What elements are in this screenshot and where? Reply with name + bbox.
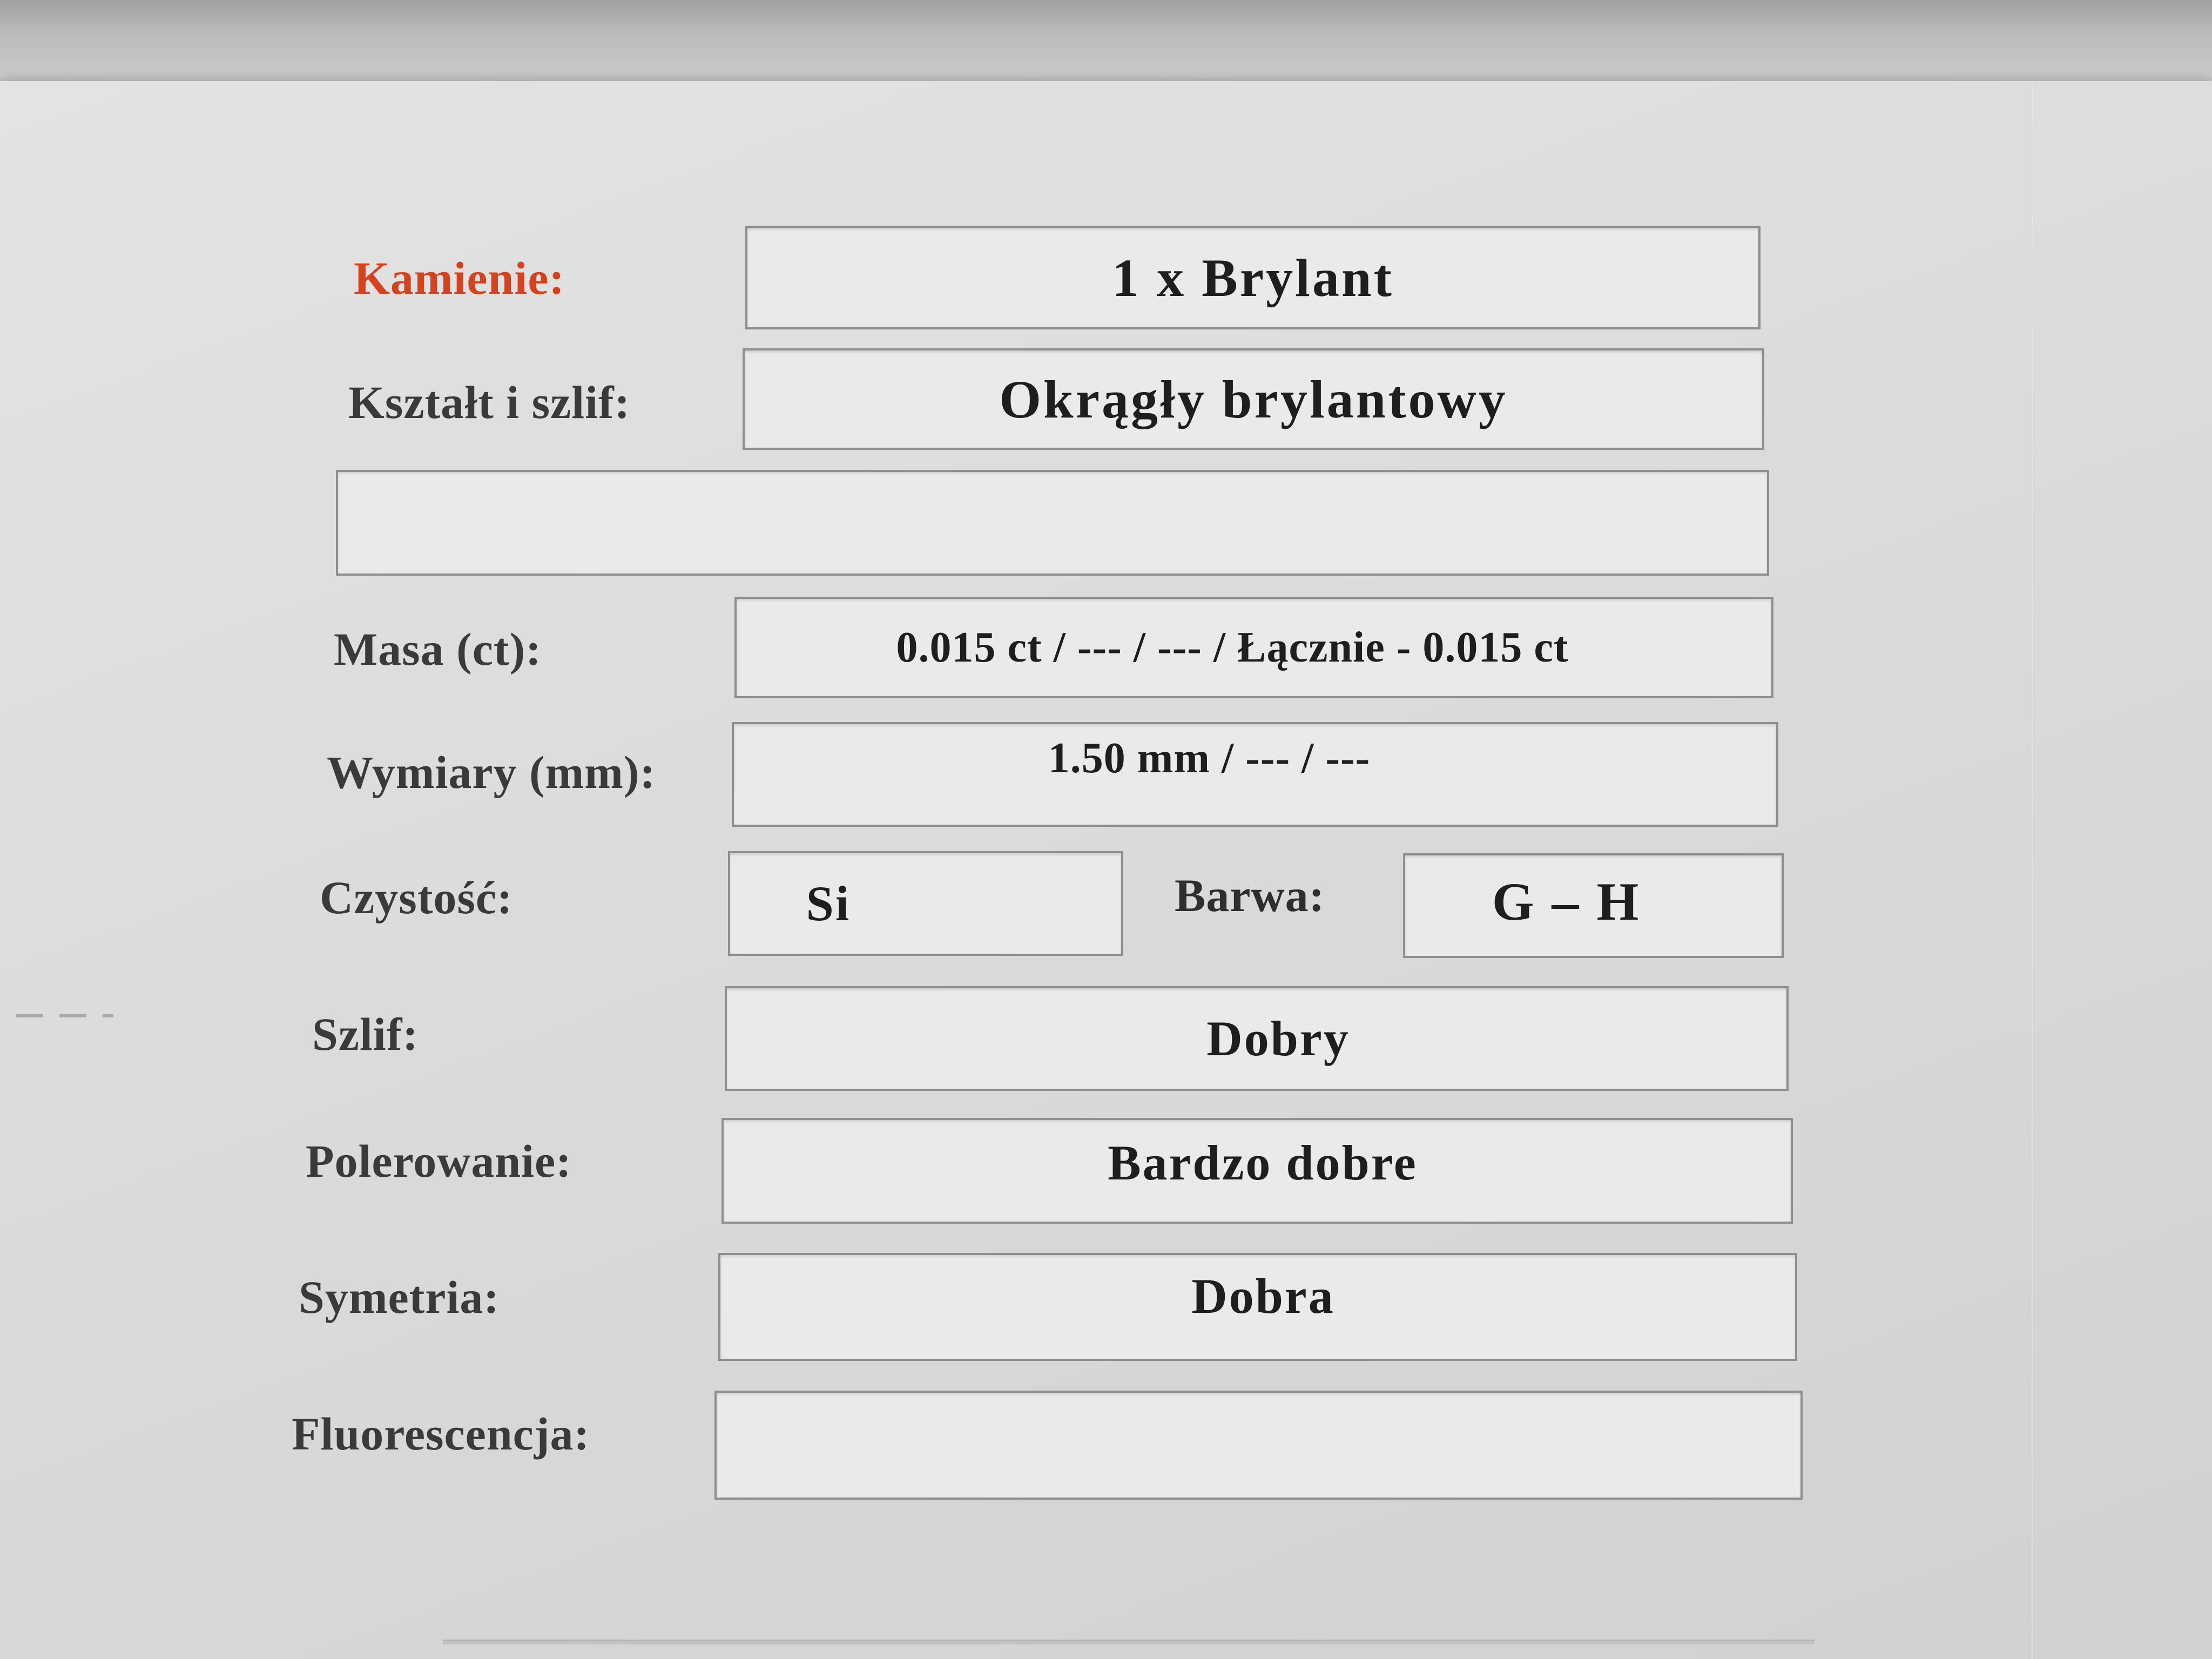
clarity-field xyxy=(728,851,1123,956)
shape-cut-label: Kształt i szlif: xyxy=(348,376,631,428)
symmetry-value: Dobra xyxy=(1191,1269,1335,1324)
mass-field xyxy=(734,597,1773,698)
clarity-value: Si xyxy=(806,876,851,931)
cut-field xyxy=(725,986,1789,1091)
page-fold xyxy=(2031,81,2034,1659)
symmetry-label: Symetria: xyxy=(299,1271,500,1323)
color-value: G – H xyxy=(1492,871,1641,932)
symmetry-field xyxy=(718,1253,1797,1361)
dimensions-value: 1.50 mm / --- / --- xyxy=(1048,734,1371,782)
margin-mark xyxy=(16,1014,113,1017)
clarity-label: Czystość: xyxy=(320,872,513,923)
polish-value: Bardzo dobre xyxy=(1108,1135,1418,1190)
shape-cut-value: Okrągły brylantowy xyxy=(999,369,1508,429)
dimensions-label: Wymiary (mm): xyxy=(327,746,656,798)
color-field xyxy=(1403,853,1784,958)
cut-label: Szlif: xyxy=(312,1008,419,1060)
blank-field xyxy=(336,470,1769,576)
fluorescence-field xyxy=(714,1391,1803,1500)
cut-value: Dobry xyxy=(1206,1011,1350,1066)
mass-value: 0.015 ct / --- / --- / Łącznie - 0.015 ct xyxy=(896,623,1569,671)
polish-field xyxy=(721,1118,1793,1224)
mass-label: Masa (ct): xyxy=(334,623,542,675)
shape-cut-field xyxy=(743,348,1764,450)
color-label: Barwa: xyxy=(1175,869,1325,921)
fluorescence-label: Fluorescencja: xyxy=(292,1408,590,1460)
stones-field xyxy=(745,226,1761,329)
stones-label: Kamienie: xyxy=(354,252,565,304)
stones-value: 1 x Brylant xyxy=(1112,247,1394,308)
dimensions-field xyxy=(732,722,1778,827)
bottom-edge-line xyxy=(443,1640,1815,1644)
polish-label: Polerowanie: xyxy=(306,1135,572,1187)
